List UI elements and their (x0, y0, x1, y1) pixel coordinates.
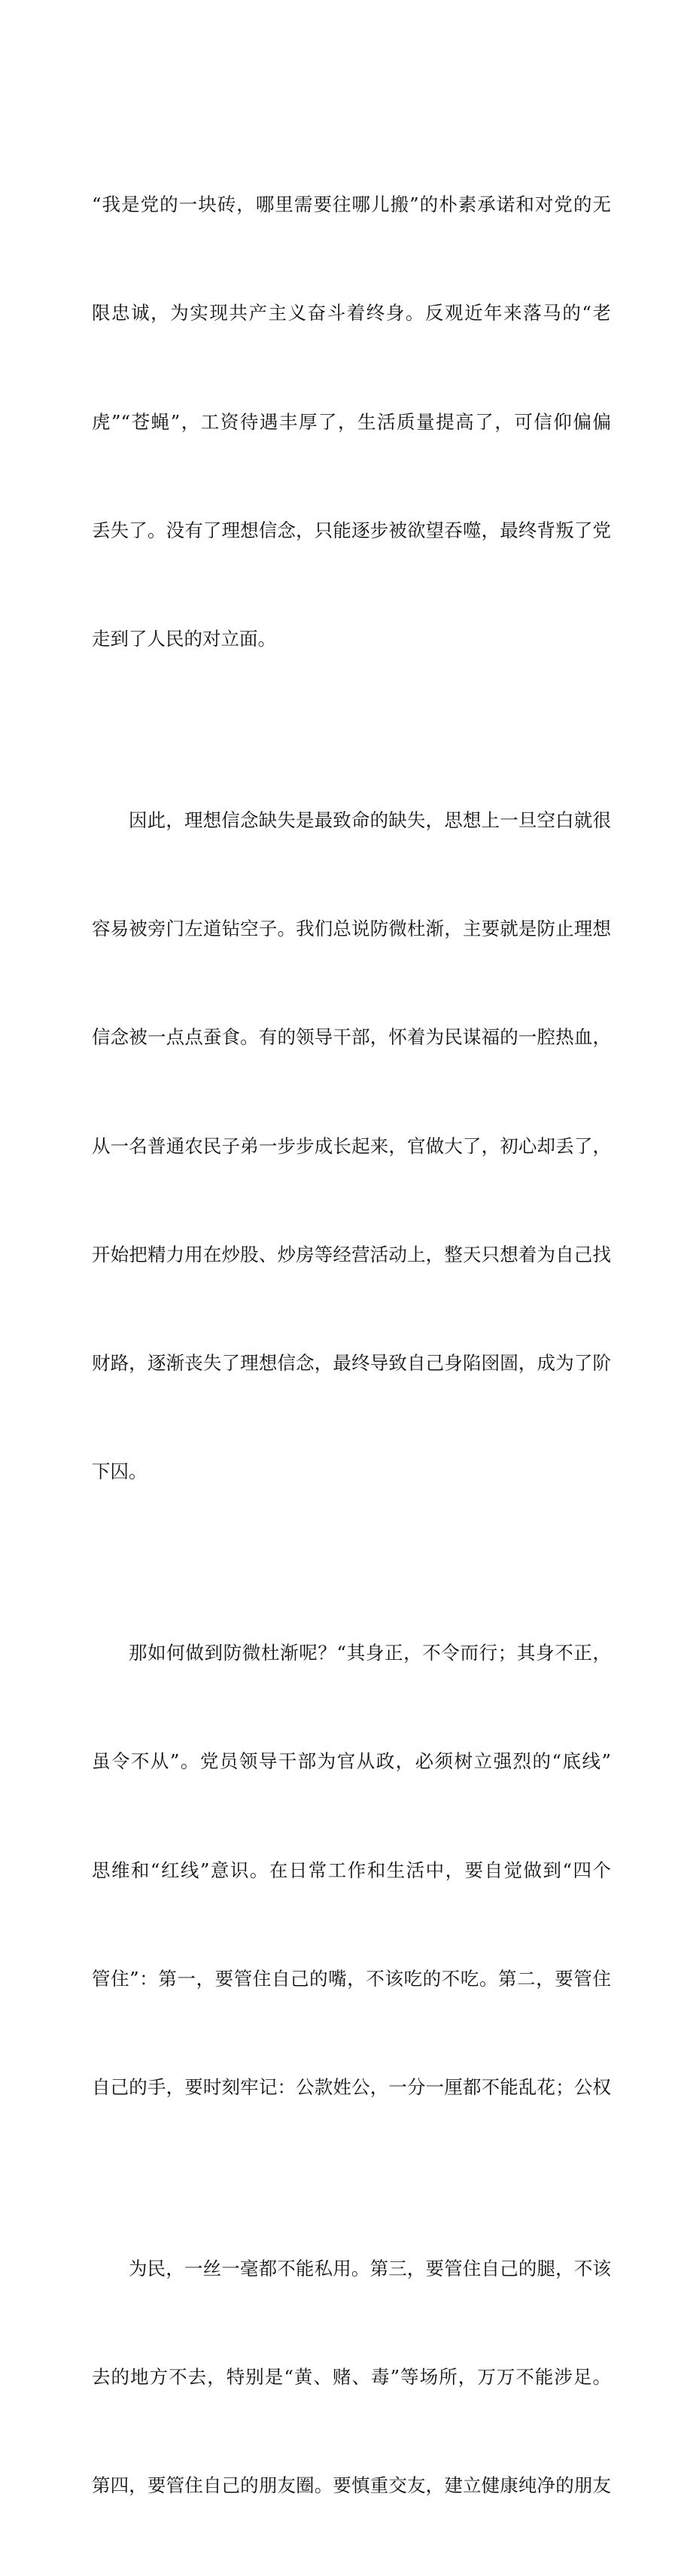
text-line: 去的地方不去，特别是“黄、赌、毒”等场所，万万不能涉足。 (92, 2365, 611, 2388)
text-line: 思维和“红线”意识。在日常工作和生活中，要自觉做到“四个 (92, 1859, 611, 1881)
text-line: 财路，逐渐丧失了理想信念，最终导致自己身陷囹圄，成为了阶 (92, 1352, 611, 1375)
text-line: 自己的手，要时刻牢记：公款姓公，一分一厘都不能乱花；公权 (92, 2076, 611, 2099)
text-line: 虎”“苍蝇”，工资待遇丰厚了，生活质量提高了，可信仰偏偏 (92, 410, 611, 433)
text-line: “我是党的一块砖，哪里需要往哪儿搬”的朴素承诺和对党的无 (92, 193, 611, 216)
text-line: 丢失了。没有了理想信念，只能逐步被欲望吞噬，最终背叛了党 (92, 519, 611, 542)
text-line: 虽令不从”。党员领导干部为官从政，必须树立强烈的“底线” (92, 1750, 611, 1773)
text-line: 那如何做到防微杜渐呢？“其身正，不令而行；其身不正， (129, 1641, 611, 1664)
text-line: 限忠诚，为实现共产主义奋斗着终身。反观近年来落马的“老 (92, 302, 611, 324)
paragraph-3 (92, 1563, 611, 2179)
document-body (92, 114, 611, 2576)
text-line: 第四，要管住自己的朋友圈。要慎重交友，建立健康纯净的朋友 (92, 2474, 611, 2497)
text-line: 容易被旁门左道钻空子。我们总说防微杜渐，主要就是防止理想 (92, 918, 611, 940)
paragraph-4 (92, 2178, 611, 2576)
text-line: 下囚。 (92, 1460, 147, 1483)
text-line: 因此，理想信念缺失是最致命的缺失，思想上一旦空白就很 (129, 808, 611, 831)
text-line: 管住”：第一，要管住自己的嘴，不该吃的不吃。第二，要管住 (92, 1967, 611, 1990)
text-line: 为民，一丝一毫都不能私用。第三，要管住自己的腿，不该 (129, 2257, 611, 2279)
text-line: 走到了人民的对立面。 (92, 628, 276, 650)
paragraph-2 (92, 730, 611, 1563)
text-line: 信念被一点点蚕食。有的领导干部，怀着为民谋福的一腔热血， (92, 1026, 611, 1049)
paragraph-1 (92, 114, 611, 730)
text-line: 从一名普通农民子弟一步步成长起来，官做大了，初心却丢了， (92, 1134, 611, 1157)
text-line: 开始把精力用在炒股、炒房等经营活动上，整天只想着为自己找 (92, 1243, 611, 1265)
